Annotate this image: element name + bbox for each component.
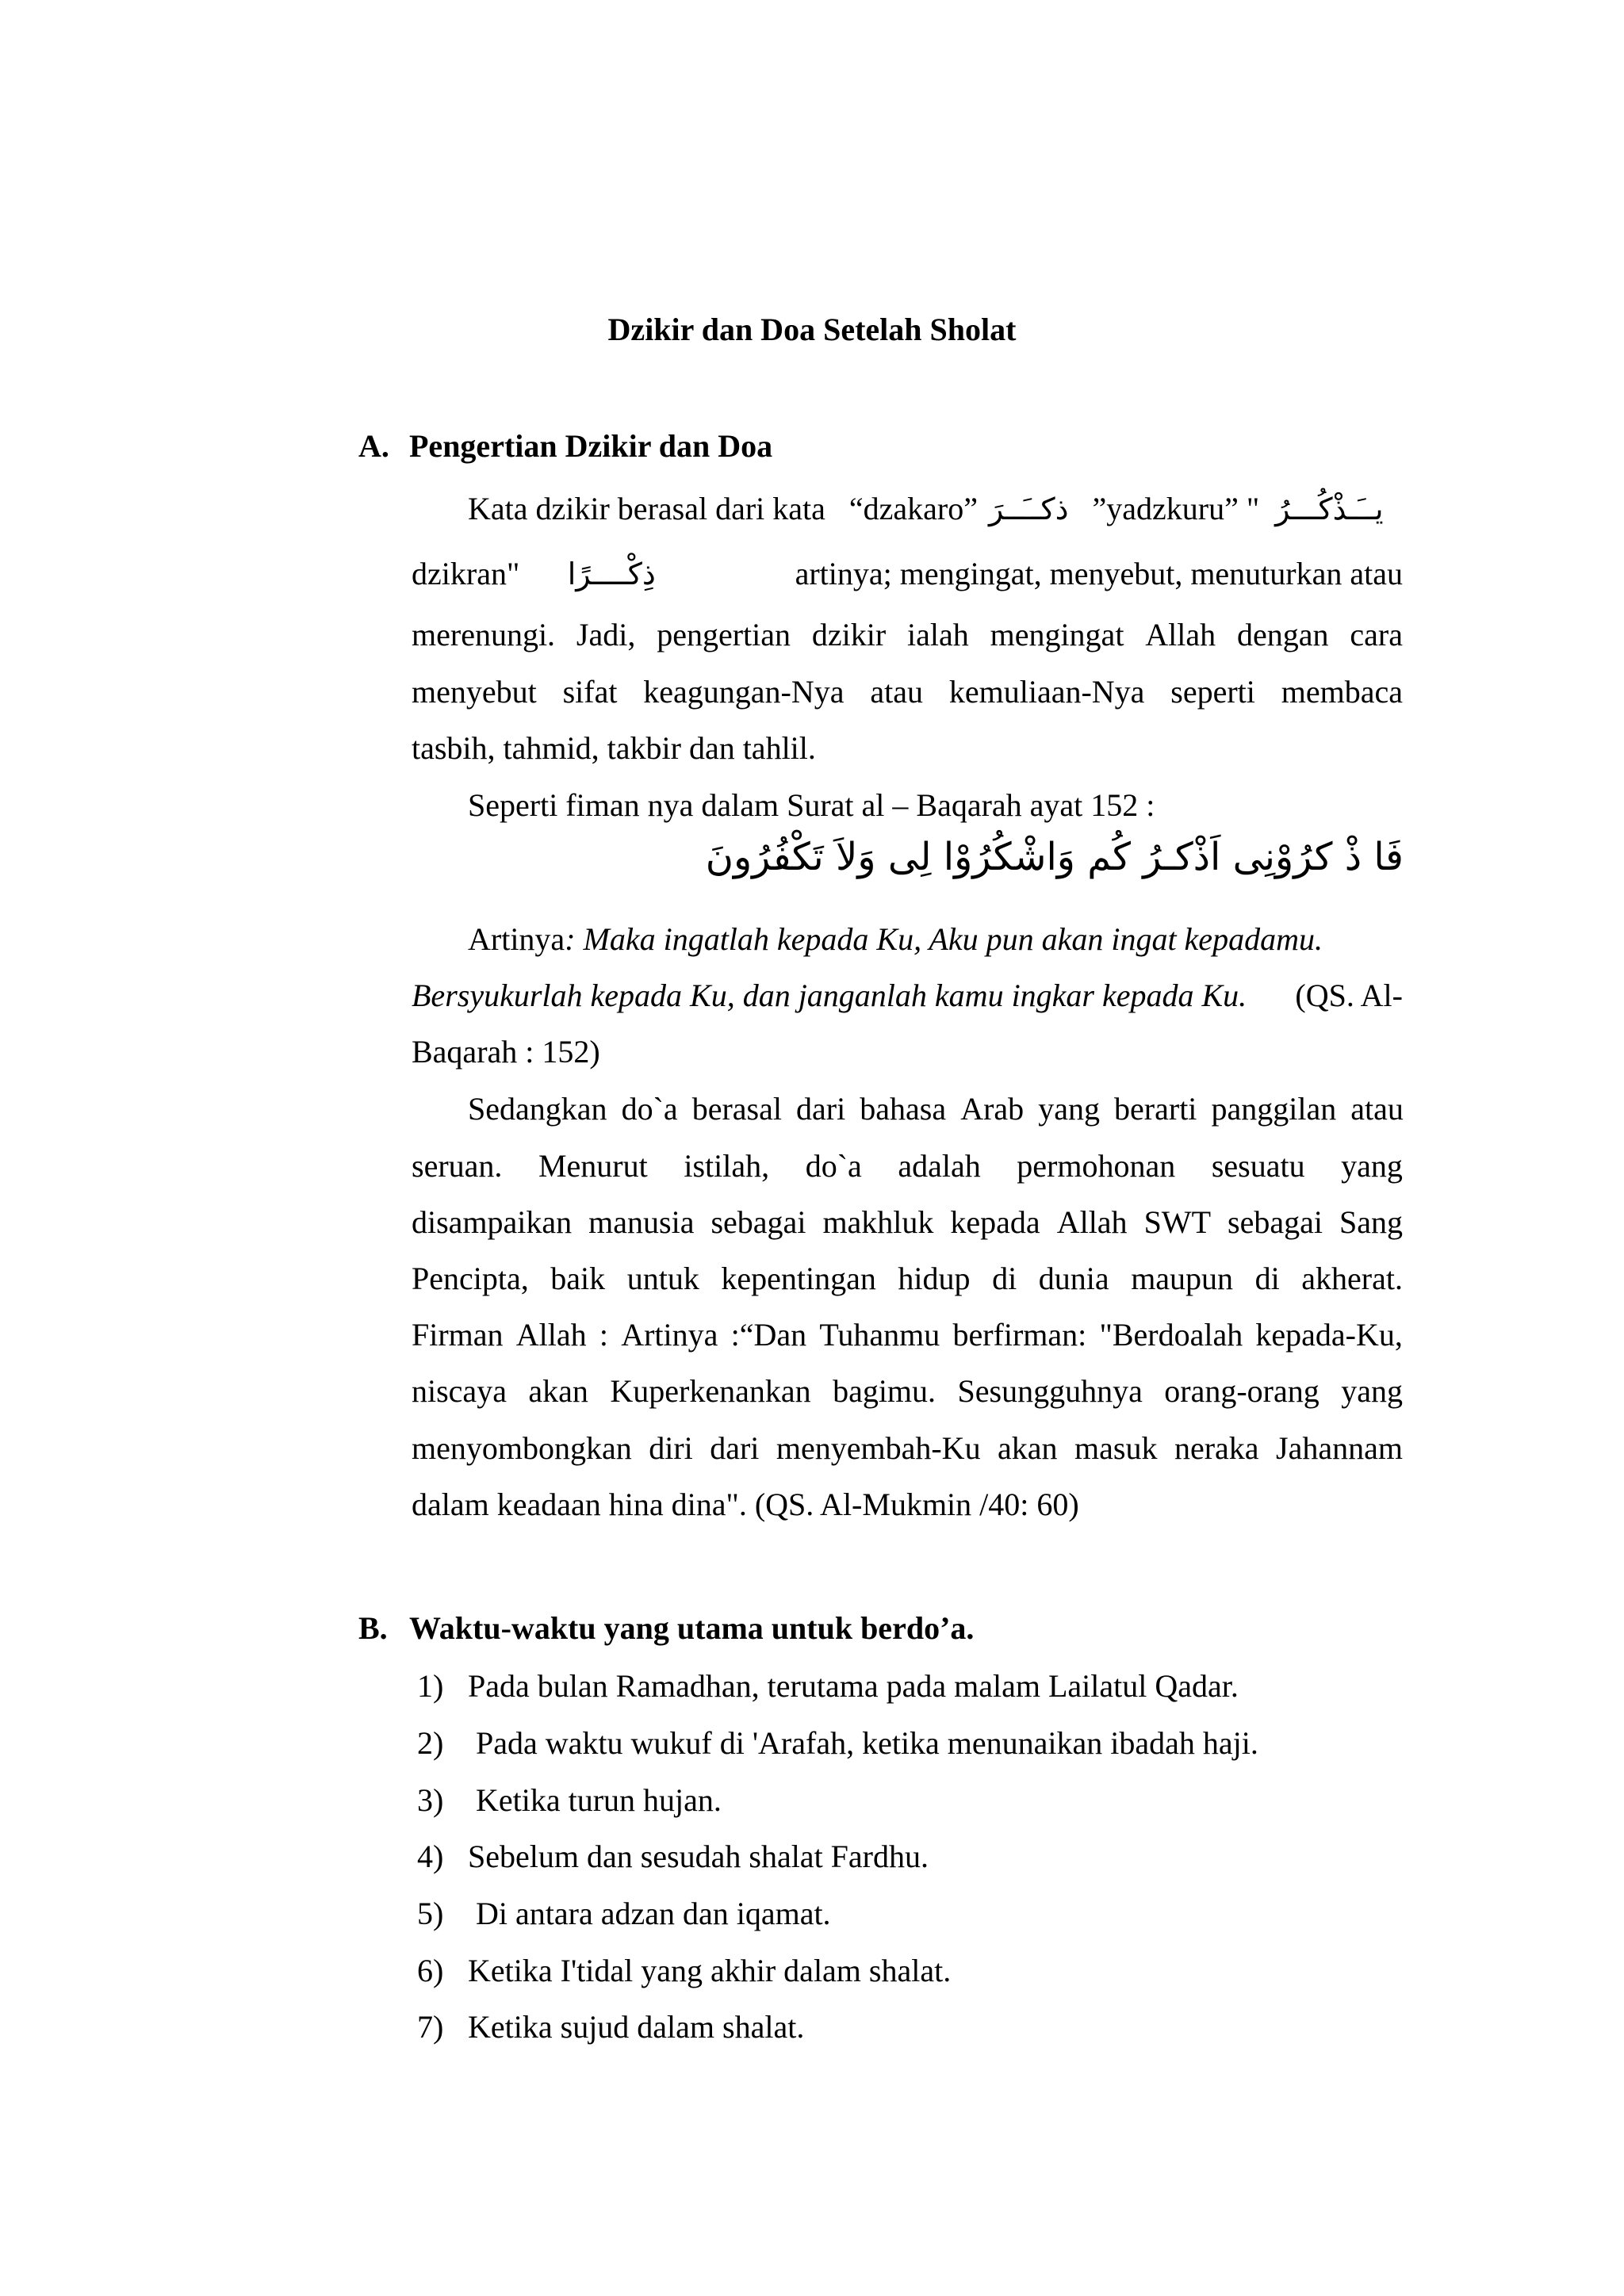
paragraph-a4-line3: disampaikan manusia sebagai makhluk kepada Allah SWT sebagai Sang — [412, 1204, 1403, 1240]
paragraph-a3-line3: Baqarah : 152) — [412, 1034, 600, 1070]
paragraph-a1-line5: tasbih, tahmid, takbir dan tahlil. — [412, 730, 816, 766]
list-item-text: Ketika sujud dalam shalat. — [468, 2009, 805, 2045]
page-title: Dzikir dan Doa Setelah Sholat — [607, 312, 1017, 347]
paragraph-a4-line6: niscaya akan Kuperkenankan bagimu. Sesungguhnya orang-orang yang — [412, 1373, 1403, 1409]
paragraph-a3-line2 — [412, 972, 1403, 1020]
list-item-text: Pada waktu wukuf di 'Arafah, ketika menunaikan ibadah haji. — [468, 1725, 1258, 1761]
p3-artinya: Artinya — [468, 921, 565, 957]
section-a-heading — [358, 423, 772, 470]
paragraph-a4-line7: menyombongkan diri dari menyembah-Ku akan masuk neraka Jahannam — [412, 1430, 1403, 1466]
p1-l1-yadzkuru: ”yadzkuru” " — [1092, 491, 1260, 526]
list-item-number: 5) — [417, 1896, 444, 1931]
section-b-letter: B. — [358, 1610, 388, 1646]
p1-arabic-yadzkuru: يــَـذْكُـــرُ — [1275, 492, 1384, 526]
p1-arabic-dzakara: ذكــَــرَ — [988, 492, 1069, 526]
list-item — [417, 1720, 1258, 1767]
paragraph-a4-line5: Firman Allah : Artinya :“Dan Tuhanmu berfirman: "Berdoalah kepada-Ku, — [412, 1317, 1403, 1353]
paragraph-a1-line4: menyebut sifat keagungan-Nya atau kemuliaan-Nya seperti membaca — [412, 674, 1403, 710]
paragraph-a2: Seperti fiman nya dalam Surat al – Baqarah ayat 152 : — [468, 787, 1155, 823]
list-item-number: 3) — [417, 1782, 444, 1818]
section-b-title: Waktu-waktu yang utama untuk berdo’a. — [409, 1610, 975, 1646]
section-a-letter: A. — [358, 428, 389, 464]
p3-ref-start: (QS. Al- — [1295, 978, 1403, 1013]
list-item — [417, 1890, 831, 1938]
list-item — [417, 1777, 722, 1824]
p1-arabic-dzikran: ذِكْــــرًا — [567, 557, 656, 591]
p1-l2-dzikran: dzikran" — [412, 556, 520, 591]
p3-translation-2: Bersyukurlah kepada Ku, dan janganlah kamu ingkar kepada Ku. — [412, 978, 1247, 1013]
p3-translation-1: : Maka ingatlah kepada Ku, Aku pun akan ingat kepadamu. — [565, 921, 1323, 957]
paragraph-a4-line8: dalam keadaan hina dina". (QS. Al-Mukmin /40: 60) — [412, 1487, 1079, 1522]
list-item-text: Ketika turun hujan. — [468, 1782, 722, 1818]
paragraph-a3-line1 — [468, 916, 1404, 963]
paragraph-a1-line3: merenungi. Jadi, pengertian dzikir ialah mengingat Allah dengan cara — [412, 617, 1403, 652]
list-item — [417, 1833, 929, 1881]
paragraph-a4-line1: Sedangkan do`a berasal dari bahasa Arab yang berarti panggilan atau — [468, 1091, 1404, 1127]
list-item-text: Ketika I'tidal yang akhir dalam shalat. — [468, 1953, 952, 1988]
list-item-number: 6) — [417, 1953, 444, 1988]
list-item-text: Pada bulan Ramadhan, terutama pada malam Lailatul Qadar. — [468, 1668, 1239, 1704]
section-b-heading — [358, 1605, 974, 1652]
paragraph-a4-line4: Pencipta, baik untuk kepentingan hidup di dunia maupun di akherat. — [412, 1261, 1403, 1296]
p1-l1-text: Kata dzikir berasal dari kata — [468, 491, 825, 526]
paragraph-a1-line1 — [468, 485, 1404, 533]
p1-l1-dzakaro: “dzakaro” — [848, 491, 978, 526]
section-a-title: Pengertian Dzikir dan Doa — [409, 428, 773, 464]
list-item-number: 7) — [417, 2009, 444, 2045]
paragraph-a1-line2 — [412, 550, 1403, 598]
list-item-number: 2) — [417, 1725, 444, 1761]
quran-verse-arabic: فَا ذْ كرُوْنِى اَذْكـرُ كُم وَاشْكُرُوْا لِى وَلاَ تَكْفُرُونَ — [705, 835, 1404, 879]
list-item-text: Sebelum dan sesudah shalat Fardhu. — [468, 1839, 929, 1874]
list-item-text: Di antara adzan dan iqamat. — [468, 1896, 831, 1931]
p1-l2-text: artinya; mengingat, menyebut, menuturkan atau — [795, 556, 1403, 591]
list-item — [417, 1663, 1239, 1710]
list-item — [417, 2003, 804, 2051]
list-item — [417, 1947, 951, 1995]
paragraph-a4-line2: seruan. Menurut istilah, do`a adalah permohonan sesuatu yang — [412, 1148, 1403, 1184]
list-item-number: 1) — [417, 1668, 444, 1704]
list-item-number: 4) — [417, 1839, 444, 1874]
